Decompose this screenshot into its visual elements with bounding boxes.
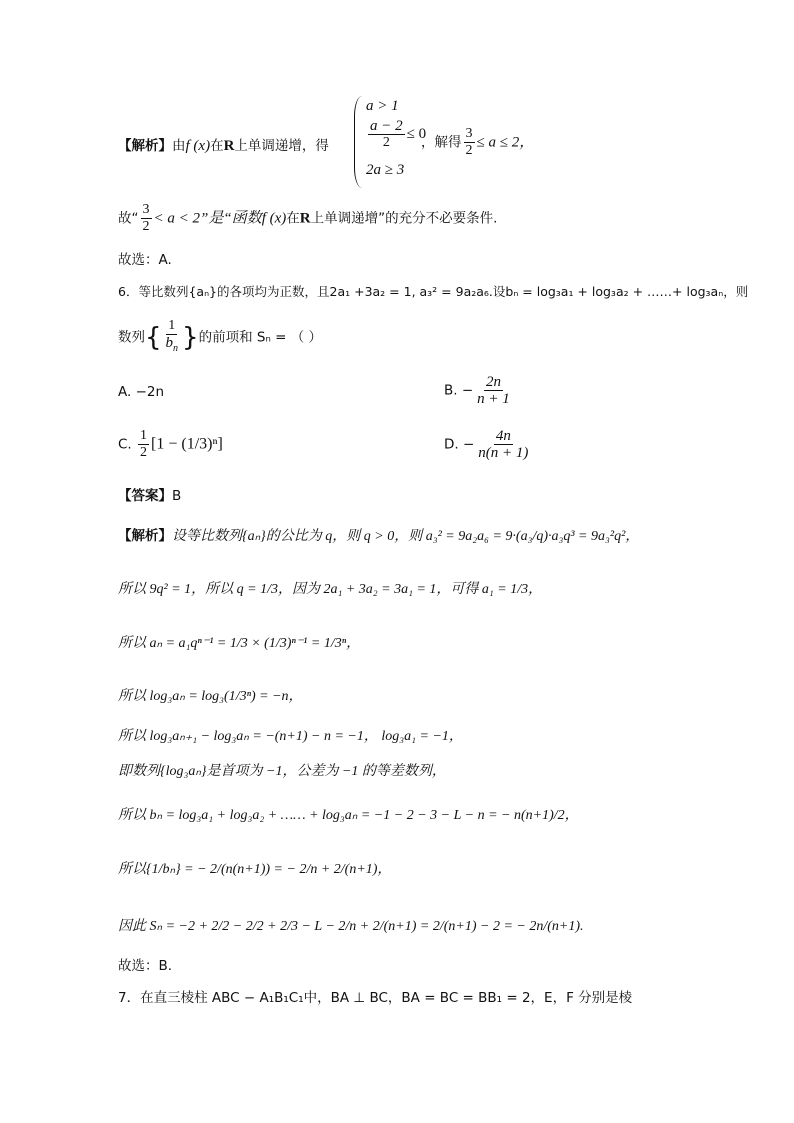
fx: f (x) xyxy=(261,210,287,227)
conclusion-line: 故“ $\frac{3}{2}$ < a < 2”是“函数f (x)在R上单调递增”的充分不必要条件. xyxy=(118,202,498,234)
text: 上单调递增”的充分不必要条件. xyxy=(310,210,498,227)
analysis-tag: 【解析】 xyxy=(118,138,172,154)
R: R xyxy=(299,210,311,227)
choice-b-line: 故选：B. xyxy=(118,958,173,974)
text: 在 xyxy=(286,210,300,227)
option-c: C. $\frac{1}{2}$ [1 − (1/3)ⁿ] xyxy=(118,428,223,460)
analysis-step-9: 因此 Sₙ = −2 + 2/2 − 2/2 + 2/3 − L − 2/n + 2/(n+1) = 2/(n+1) − 2 = − 2n/(n+1). xyxy=(118,919,584,934)
option-b xyxy=(444,374,514,407)
fx: f (x) xyxy=(185,138,211,154)
analysis-step-7: 所以 bₙ = log₃a₁ + log₃a₂ + …… + log₃aₙ = −1 − 2 − 3 − L − n = − n(n+1)/2， xyxy=(118,808,579,823)
answer-line xyxy=(118,484,181,504)
text: C. xyxy=(118,436,132,453)
answer-value: B xyxy=(172,488,182,504)
text: 在 xyxy=(210,138,224,154)
tail: ≤ 0 xyxy=(406,125,427,142)
num: 2n xyxy=(485,374,501,390)
analysis-q5-intro xyxy=(118,134,329,155)
analysis-step-4: 所以 log₃aₙ = log₃(1/3ⁿ) = −n， xyxy=(118,689,303,704)
text: < a < 2”是“函数 xyxy=(153,210,262,227)
analysis-step-3: 所以 aₙ = a₁qⁿ⁻¹ = 1/3 × (1/3)ⁿ⁻¹ = 1/3ⁿ， xyxy=(118,636,361,651)
num: a − 2 xyxy=(370,118,403,134)
R: R xyxy=(223,138,235,154)
text: ，解得 xyxy=(421,134,462,151)
body: [1 − (1/3)ⁿ] xyxy=(151,435,223,453)
analysis-step-5: 所以 log₃aₙ₊₁ − log₃aₙ = −(n+1) − n = −1， log₃a₁ = −1， xyxy=(118,729,463,744)
den: n + 1 xyxy=(477,391,510,407)
num: 4n xyxy=(495,428,511,444)
analysis-q6-line1 xyxy=(118,524,639,545)
text: 上单调递增，得 xyxy=(234,138,329,154)
option-d xyxy=(444,428,532,461)
inequality-system xyxy=(354,96,427,192)
option-a: A. −2n xyxy=(118,384,165,400)
tail: ≤ a ≤ 2， xyxy=(476,134,535,151)
system-line-1: a > 1 xyxy=(366,98,399,114)
den: 2 xyxy=(465,143,473,158)
system-line-2 xyxy=(366,118,426,151)
analysis-step-8: 所以{1/bₙ} = − 2/(n(n+1)) = − 2/n + 2/(n+1)， xyxy=(118,862,392,877)
text: D. − xyxy=(444,436,475,453)
choice-a-line: 故选：A. xyxy=(118,252,172,268)
num: 3 xyxy=(465,126,473,141)
analysis-tag: 【解析】 xyxy=(118,528,172,544)
brace xyxy=(354,96,363,188)
analysis-step-6: 即数列{log₃aₙ}是首项为 −1，公差为 −1 的等差数列， xyxy=(118,764,446,779)
den: 2 xyxy=(382,135,390,150)
analysis-step-2: 所以 9q² = 1，所以 q = 1/3，因为 2a₁ + 3a₂ = 3a₁ = 1，可得 a₁ = 1/3， xyxy=(118,582,543,597)
den: n(n + 1) xyxy=(478,445,529,461)
text: 的前项和 Sₙ = （ ） xyxy=(198,329,323,346)
answer-tag: 【答案】 xyxy=(118,488,172,504)
text: 由 xyxy=(172,138,186,154)
system-line-3: 2a ≥ 3 xyxy=(366,162,405,178)
question-6-stem: 6．等比数列{aₙ}的各项均为正数，且2a₁ +3a₂ = 1, a₃² = 9a₂a₆.设bₙ = log₃a₁ + log₃a₂ + ……+ log₃aₙ，则 xyxy=(118,284,749,299)
text: 故“ xyxy=(118,210,139,227)
range-result xyxy=(421,126,534,159)
question-6-line2: 数列{ $\frac{1}{b_n}$ }的前项和 Sₙ = （ ） xyxy=(118,318,323,354)
text: 数列 xyxy=(118,329,145,346)
text: B. − xyxy=(444,382,474,399)
text: 设等比数列{aₙ}的公比为 q，则 q > 0，则 a₃² = 9a₂a₆ = 9·(a₃/q)·a₃q³ = 9a₃²q²， xyxy=(172,529,640,544)
question-7-stem: 7．在直三棱柱 ABC − A₁B₁C₁中，BA ⊥ BC，BA = BC = BB₁ = 2，E，F 分别是棱 xyxy=(118,990,633,1006)
